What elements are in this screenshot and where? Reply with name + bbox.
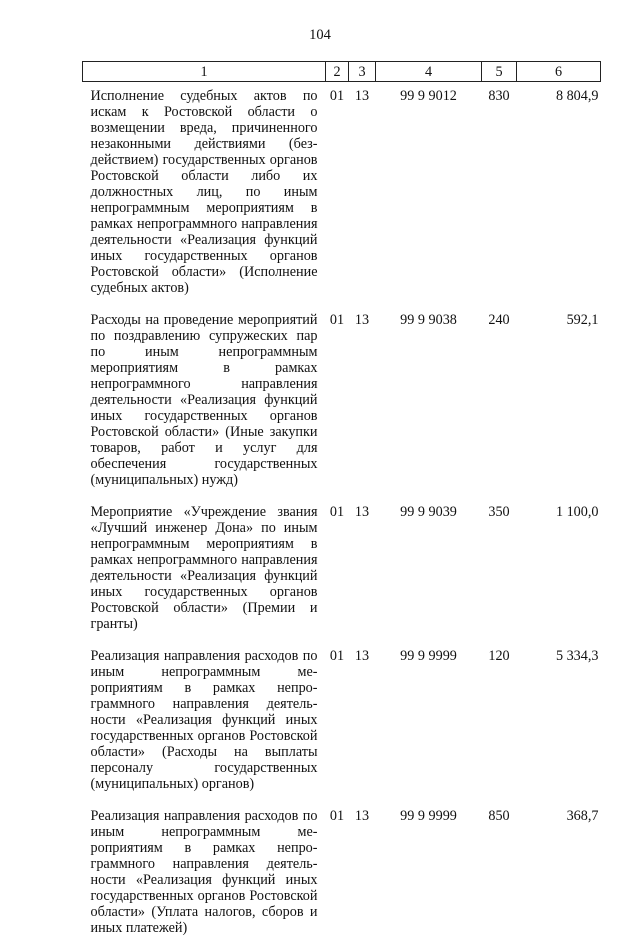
expense-description: Мероприятие «Учреждение звания «Лучший инженер Дона» по иным непрограммным мероприятиям в рамках непрограммного направления деятельности «Реализация функций иных государственных органов Ростовской области» (Премии и гранты) — [90, 504, 318, 632]
page-number: 104 — [309, 27, 331, 43]
expense-type-code: 120 — [488, 648, 510, 664]
section-code: 01 — [329, 312, 345, 328]
amount: 1 100,0 — [555, 504, 599, 520]
column-header: 5 — [482, 62, 517, 82]
table-row — [83, 498, 601, 642]
subsection-code: 13 — [354, 808, 370, 824]
column-header: 2 — [326, 62, 349, 82]
target-article-code: 99 9 9038 — [400, 312, 457, 328]
section-code: 01 — [329, 808, 345, 824]
table-row — [83, 802, 601, 946]
expense-type-code: 240 — [488, 312, 510, 328]
section-code: 01 — [329, 504, 345, 520]
expense-type-code: 350 — [488, 504, 510, 520]
expense-description: Расходы на проведение мероприятий по поздравлению супружеских пар по иным непрограммным мероприятиям в рамках непрограммного направления деятельности «Реализация функций иных государственных органов Ростовской области» (Иные закупки товаров, работ и услуг для обеспечения государственных (муниципальных) нужд) — [90, 312, 318, 488]
target-article-code: 99 9 9999 — [400, 808, 457, 824]
section-code: 01 — [329, 88, 345, 104]
target-article-code: 99 9 9039 — [400, 504, 457, 520]
expense-type-code: 850 — [488, 808, 510, 824]
column-header: 4 — [376, 62, 482, 82]
target-article-code: 99 9 9012 — [400, 88, 457, 104]
column-header: 6 — [517, 62, 601, 82]
subsection-code: 13 — [354, 504, 370, 520]
expense-description: Реализация направления расходов по иным непрограммным мероприятиям в рамках непрограммного направления деятельности «Реализация функций иных государственных органов Ростовской области» (Уплата налогов, сборов и иных платежей) — [90, 808, 318, 936]
column-header: 3 — [349, 62, 376, 82]
subsection-code: 13 — [354, 88, 370, 104]
table-row — [83, 642, 601, 802]
amount: 5 334,3 — [555, 648, 599, 664]
budget-table — [82, 61, 601, 946]
expense-description: Исполнение судебных актов по искам к Ростовской области о возмещении вреда, причиненного незаконными действиями (бездействием) государственных органов Ростовской области либо их должностных лиц, по иным непрограммным мероприятиям в рамках непрограммного направления деятельности «Реализация функций иных государственных органов Ростовской области» (Исполнение судебных актов) — [90, 88, 318, 296]
column-number-header-row — [83, 62, 601, 82]
subsection-code: 13 — [354, 312, 370, 328]
table-row — [83, 306, 601, 498]
expense-type-code: 830 — [488, 88, 510, 104]
subsection-code: 13 — [354, 648, 370, 664]
section-code: 01 — [329, 648, 345, 664]
expense-description: Реализация направления расходов по иным непрограммным мероприятиям в рамках непрограммного направления деятельности «Реализация функций иных государственных органов Ростовской области» (Расходы на выплаты персоналу государственных (муниципальных) органов) — [90, 648, 318, 792]
amount: 368,7 — [566, 808, 599, 824]
table-row — [83, 82, 601, 307]
column-header: 1 — [83, 62, 326, 82]
amount: 592,1 — [566, 312, 599, 328]
target-article-code: 99 9 9999 — [400, 648, 457, 664]
amount: 8 804,9 — [555, 88, 599, 104]
